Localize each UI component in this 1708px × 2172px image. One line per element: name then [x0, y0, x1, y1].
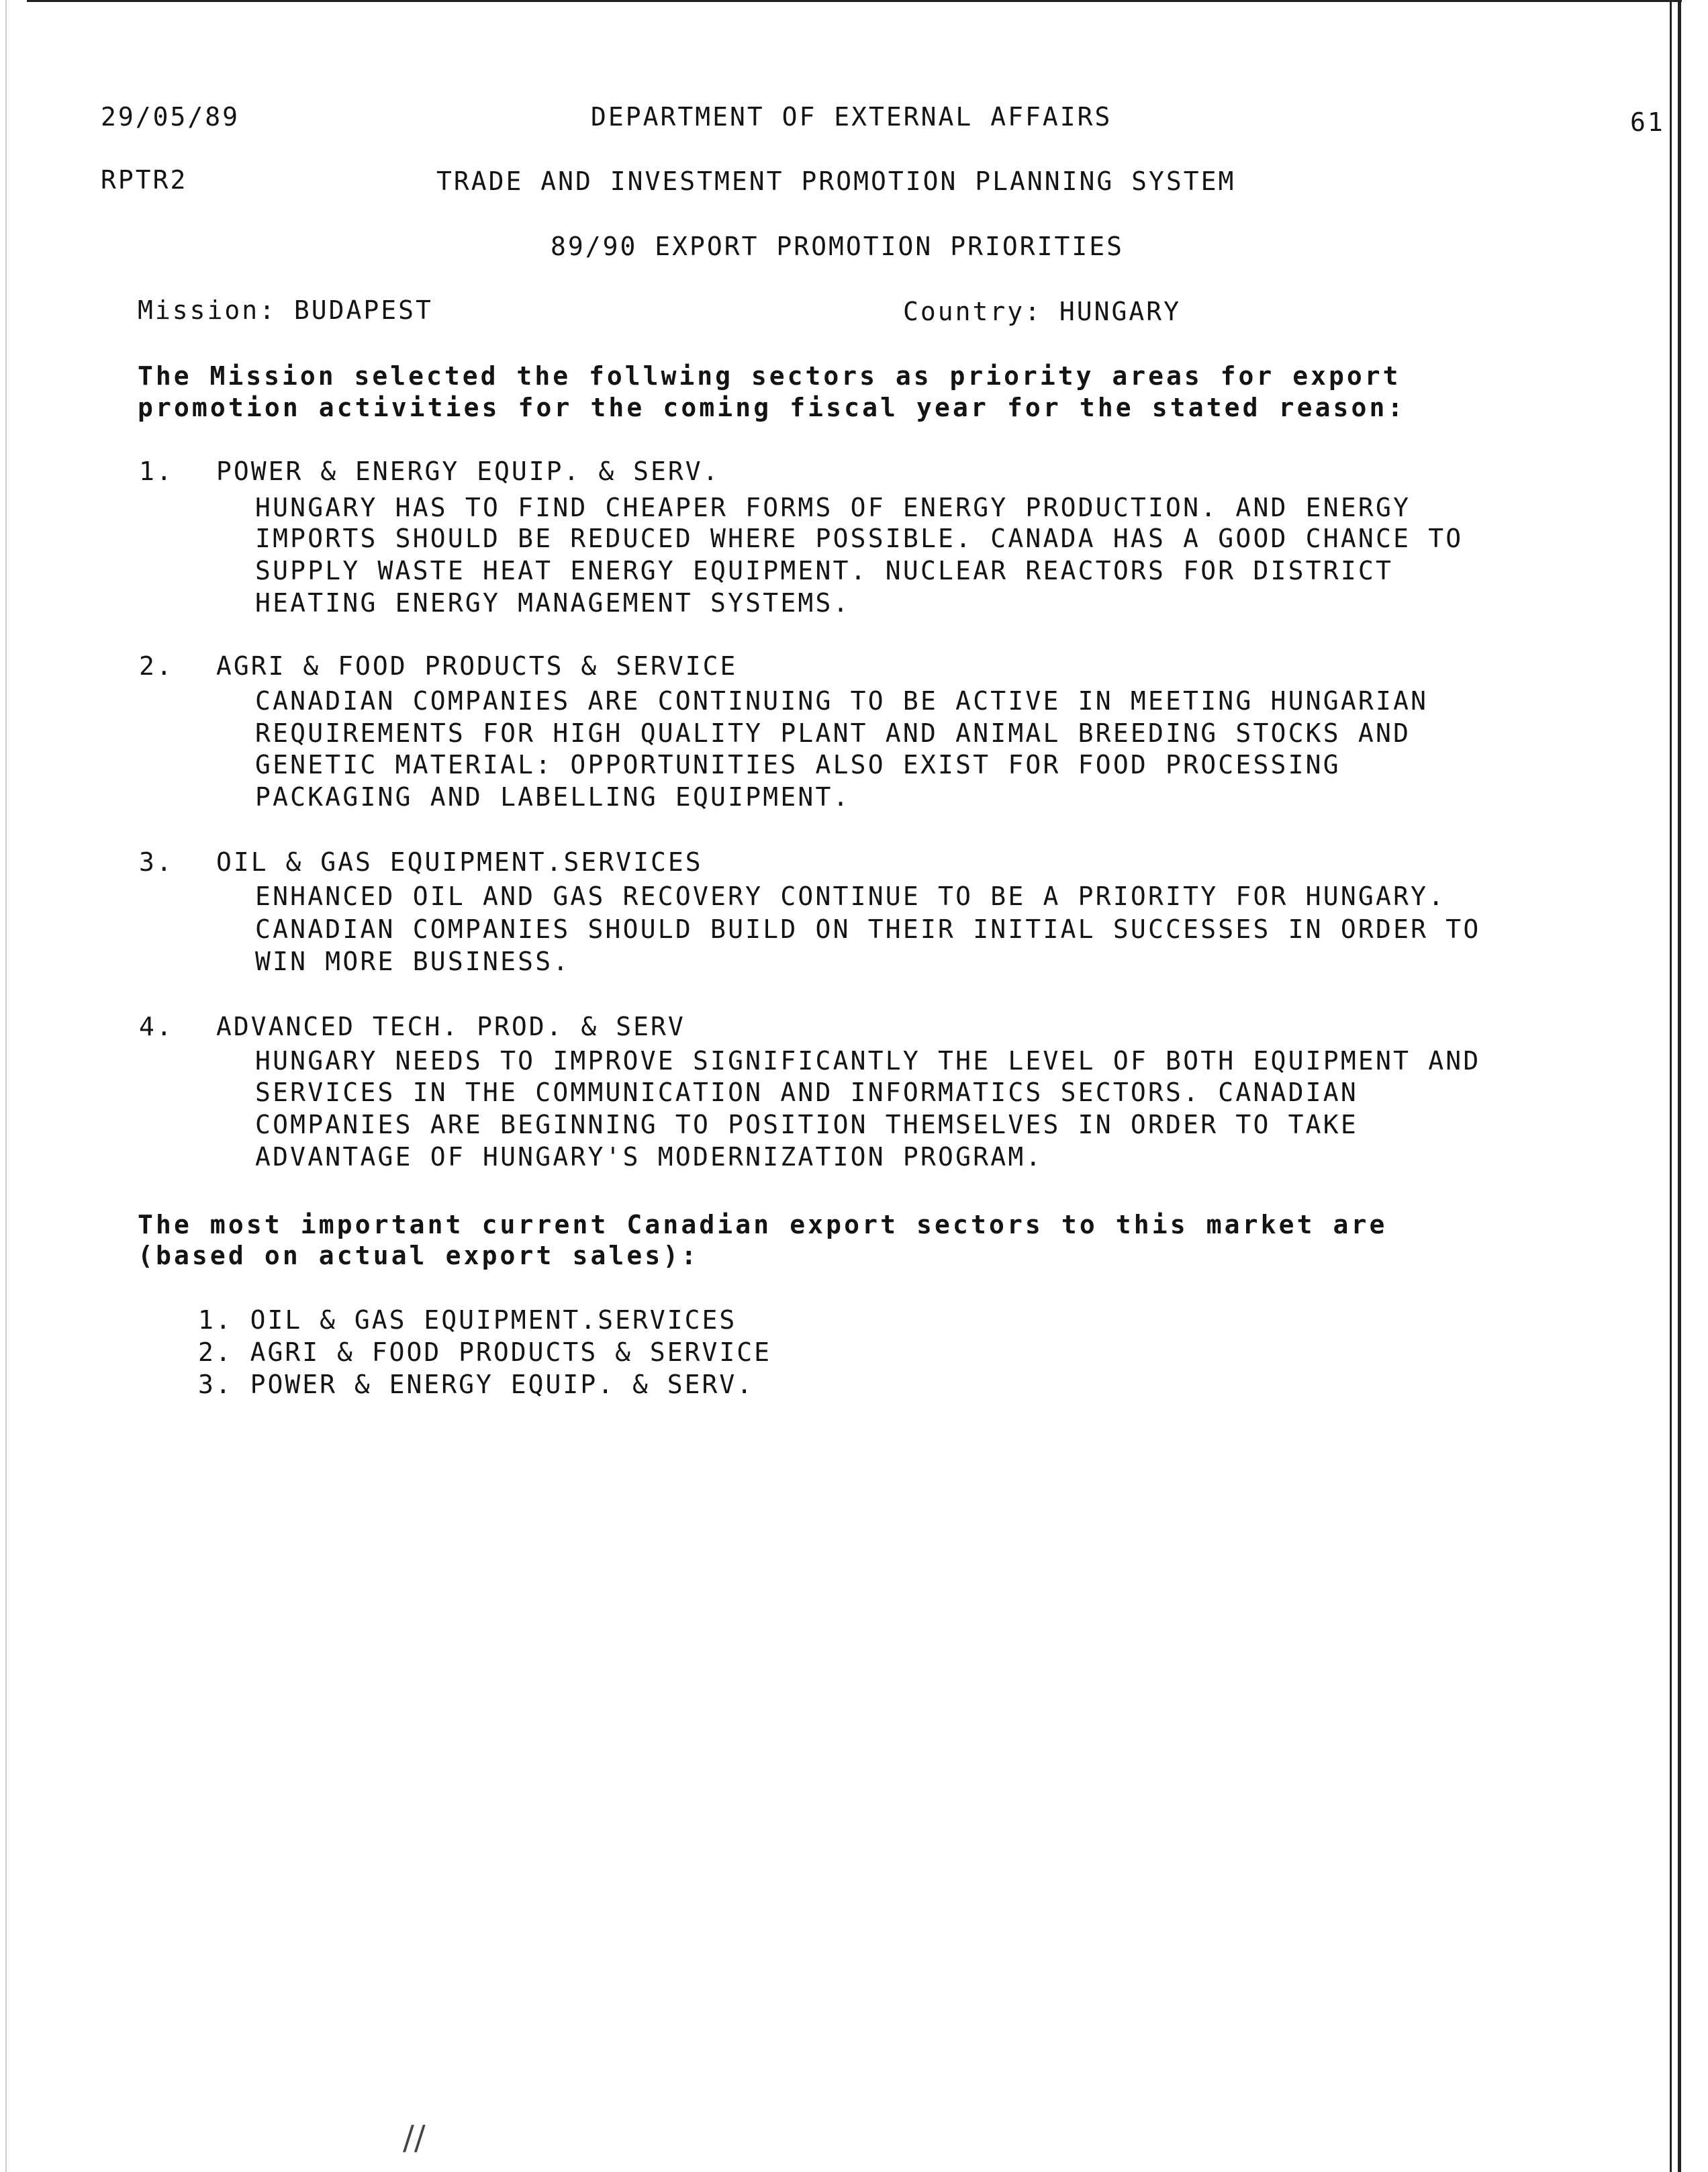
page-border-left	[5, 0, 7, 2172]
priority-text-line: ADVANTAGE OF HUNGARY'S MODERNIZATION PROGRAM.	[255, 1142, 1043, 1172]
priority-number: 1.	[139, 457, 174, 486]
scan-mark: //	[403, 2118, 426, 2157]
priority-text-line: SUPPLY WASTE HEAT ENERGY EQUIPMENT. NUCLEAR REACTORS FOR DISTRICT	[255, 556, 1394, 585]
priority-text-line: ENHANCED OIL AND GAS RECOVERY CONTINUE TO BE A PRIORITY FOR HUNGARY.	[255, 882, 1446, 911]
document-title: 89/90 EXPORT PROMOTION PRIORITIES	[551, 232, 1124, 261]
priority-number: 4.	[139, 1012, 174, 1041]
export-sector-item: 3. POWER & ENERGY EQUIP. & SERV.	[198, 1370, 755, 1399]
page-border-right-thick	[1678, 0, 1681, 2172]
report-date: 29/05/89	[101, 102, 240, 132]
priority-text-line: GENETIC MATERIAL: OPPORTUNITIES ALSO EXIST FOR FOOD PROCESSING	[255, 750, 1341, 780]
page-number: 61	[1630, 107, 1665, 137]
priority-number: 3.	[139, 847, 174, 877]
priority-title: OIL & GAS EQUIPMENT.SERVICES	[216, 847, 703, 877]
priority-text-line: CANADIAN COMPANIES ARE CONTINUING TO BE ACTIVE IN MEETING HUNGARIAN	[255, 686, 1429, 716]
priority-number: 2.	[139, 651, 174, 681]
priority-title: POWER & ENERGY EQUIP. & SERV.	[216, 457, 720, 486]
priority-text-line: COMPANIES ARE BEGINNING TO POSITION THEMSELVES IN ORDER TO TAKE	[255, 1110, 1358, 1139]
priority-text-line: IMPORTS SHOULD BE REDUCED WHERE POSSIBLE. CANADA HAS A GOOD CHANCE TO	[255, 524, 1464, 553]
report-code: RPTR2	[101, 165, 188, 195]
system-name: TRADE AND INVESTMENT PROMOTION PLANNING SYSTEM	[436, 167, 1236, 196]
priority-text-line: HEATING ENERGY MANAGEMENT SYSTEMS.	[255, 588, 851, 618]
export-sector-item: 1. OIL & GAS EQUIPMENT.SERVICES	[198, 1305, 737, 1335]
priority-text-line: WIN MORE BUSINESS.	[255, 947, 571, 976]
priority-text-line: PACKAGING AND LABELLING EQUIPMENT.	[255, 782, 851, 812]
country-field: Country: HUNGARY	[903, 297, 1182, 326]
priority-text-line: CANADIAN COMPANIES SHOULD BUILD ON THEIR INITIAL SUCCESSES IN ORDER TO	[255, 914, 1481, 944]
export-intro-line-2: (based on actual export sales):	[138, 1241, 700, 1270]
page-border-right	[1670, 0, 1672, 2172]
priority-text-line: REQUIREMENTS FOR HIGH QUALITY PLANT AND ANIMAL BREEDING STOCKS AND	[255, 718, 1411, 748]
department-name: DEPARTMENT OF EXTERNAL AFFAIRS	[591, 102, 1112, 132]
intro-line-2: promotion activities for the coming fiscal year for the stated reason:	[138, 393, 1406, 422]
priority-text-line: HUNGARY HAS TO FIND CHEAPER FORMS OF ENERGY PRODUCTION. AND ENERGY	[255, 493, 1411, 522]
priority-title: AGRI & FOOD PRODUCTS & SERVICE	[216, 651, 738, 681]
priority-text-line: SERVICES IN THE COMMUNICATION AND INFORMATICS SECTORS. CANADIAN	[255, 1078, 1358, 1107]
priority-text-line: HUNGARY NEEDS TO IMPROVE SIGNIFICANTLY THE LEVEL OF BOTH EQUIPMENT AND	[255, 1046, 1481, 1076]
mission-field: Mission: BUDAPEST	[138, 295, 433, 325]
export-sector-item: 2. AGRI & FOOD PRODUCTS & SERVICE	[198, 1337, 771, 1367]
page-border-top	[27, 0, 1682, 2]
export-intro-line-1: The most important current Canadian export sectors to this market are	[138, 1210, 1388, 1239]
intro-line-1: The Mission selected the follwing sectors as priority areas for export	[138, 361, 1401, 391]
priority-title: ADVANCED TECH. PROD. & SERV	[216, 1012, 685, 1041]
